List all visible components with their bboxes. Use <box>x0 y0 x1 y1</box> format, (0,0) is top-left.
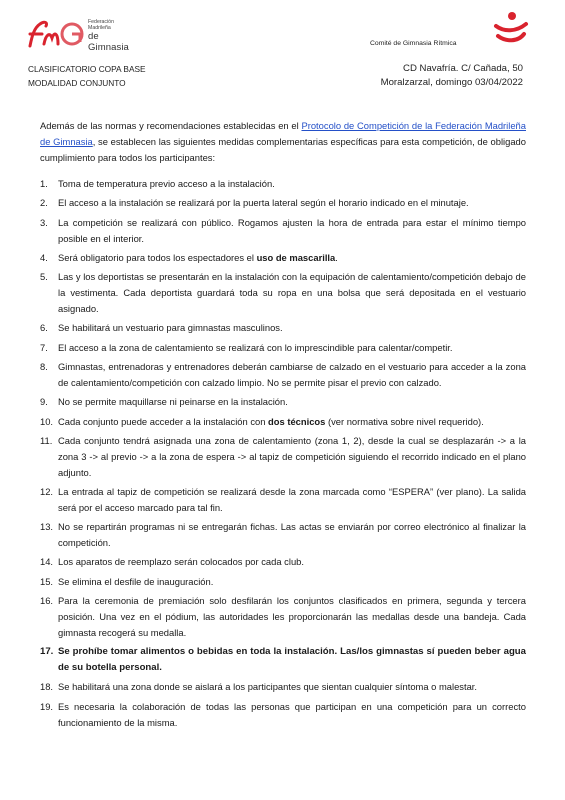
list-item: 3. La competición se realizará con público. Rogamos ajusten la hora de entrada para estar el mínimo tiempo posible en el interior. <box>40 216 526 244</box>
list-item: 7. El acceso a la zona de calentamiento se realizará con lo imprescindible para calentar/competir. <box>40 341 453 353</box>
intro-after: , se establecen las siguientes medidas complementarias específicas para esta competición, de obligado cumplimiento para todos los participantes: <box>40 136 526 163</box>
event-modality: MODALIDAD CONJUNTO <box>28 78 126 88</box>
committee-label: Comité de Gimnasia Rítmica <box>370 40 457 47</box>
list-item: 19. Es necesaria la colaboración de todas las personas que participan en una competición para un correcto funcionamiento de la misma. <box>40 700 526 728</box>
gymnast-logo-icon <box>490 10 530 50</box>
list-item: 8. Gimnastas, entrenadoras y entrenadores deberán cambiarse de calzado en el vestuario para acceder a la zona de calentamiento/competición con calzado limpio. No se permite pisar el previo con calzado. <box>40 361 526 388</box>
logo-big-text: de Gimnasia <box>88 30 129 53</box>
list-item: 6. Se habilitará un vestuario para gimnastas masculinos. <box>40 322 283 334</box>
list-item: 9. No se permite maquillarse ni peinarse en la instalación. <box>40 396 288 408</box>
list-item: 1. Toma de temperatura previo acceso a la instalación. <box>40 178 275 189</box>
list-item: 14. Los aparatos de reemplazo serán colocados por cada club. <box>40 556 304 568</box>
header-right-block <box>381 62 523 90</box>
event-title: CLASIFICATORIO COPA BASE <box>28 64 146 74</box>
protocol-link[interactable]: Protocolo de Competición de la Federación Madrileña de Gimnasia <box>40 120 526 147</box>
measures-list <box>40 176 526 734</box>
bold-mask: uso de mascarilla <box>256 251 336 263</box>
list-item: 12. La entrada al tapiz de competición se realizará desde la zona marcada como “ESPERA” (ver plano). La salida será por el acceso marcado para tal fin. <box>40 486 526 513</box>
logo-small-text: Federación Madrileña <box>88 19 114 31</box>
venue-date: Moralzarzal, domingo 03/04/2022 <box>380 77 523 88</box>
list-item: 15. Se elimina el desfile de inauguración. <box>40 575 214 587</box>
list-item: 4. Será obligatorio para todos los espectadores el uso de mascarilla. <box>40 251 338 263</box>
list-item: 10. Cada conjunto puede acceder a la instalación con dos técnicos (ver normativa sobre nivel requerido). <box>40 415 484 427</box>
header-left-block <box>28 62 146 90</box>
intro-before: Además de las normas y recomendaciones establecidas en el <box>40 120 302 131</box>
list-item: 5. Las y los deportistas se presentarán en la instalación con la equipación de calentamiento/competición debajo de la vestimenta. Cada deportista guardará toda su ropa en una bolsa que será depositada en el vestuario asignado. <box>40 271 526 314</box>
list-item: 16. Para la ceremonia de premiación solo desfilarán los conjuntos clasificados en primera, segunda y tercera posición. Una vez en el pódium, las autoridades les proporcionarán las medallas desde una bandeja. Cada gimnasta recogerá su medalla. <box>40 595 526 638</box>
list-item: 2. El acceso a la instalación se realizará por la puerta lateral según el horario indicado en el minutaje. <box>40 197 469 209</box>
list-item: 11. Cada conjunto tendrá asignada una zona de calentamiento (zona 1, 2), desde la cual se desplazarán -> a la zona 3 -> al previo -> a la zona de espera -> al tapiz de competición siguiendo el recorrido indicado en el plano adjunto. <box>40 435 526 478</box>
venue-address: CD Navafría. C/ Cañada, 50 <box>403 63 523 74</box>
list-item-bold: 17. Se prohíbe tomar alimentos o bebidas en toda la instalación. Las/los gimnastas sí pueden beber agua de su botella personal. <box>40 646 526 674</box>
fmg-logo <box>26 16 129 53</box>
intro-paragraph <box>40 118 526 166</box>
list-item: 13. No se repartirán programas ni se entregarán fichas. Las actas se enviarán por correo electrónico al finalizar la competición. <box>40 521 526 549</box>
list-item: 18. Se habilitará una zona donde se aislará a los participantes que sientan cualquier síntoma o malestar. <box>40 681 478 693</box>
bold-technicians: dos técnicos <box>268 415 326 427</box>
fmg-logo-mark-icon <box>26 16 86 50</box>
